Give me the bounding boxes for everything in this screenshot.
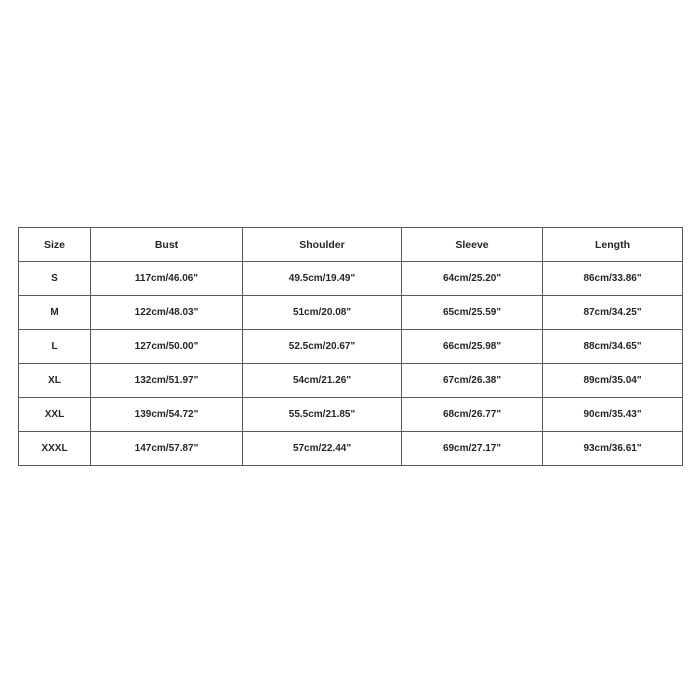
table-row xyxy=(19,330,683,364)
cell-shoulder: 52.5cm/20.67" xyxy=(243,330,402,364)
cell-shoulder: 57cm/22.44" xyxy=(243,432,402,466)
cell-length: 86cm/33.86" xyxy=(543,262,683,296)
cell-bust: 122cm/48.03" xyxy=(91,296,243,330)
cell-size: XL xyxy=(19,364,91,398)
header-size: Size xyxy=(19,228,91,262)
cell-bust: 147cm/57.87" xyxy=(91,432,243,466)
cell-sleeve: 68cm/26.77" xyxy=(402,398,543,432)
cell-bust: 117cm/46.06" xyxy=(91,262,243,296)
cell-shoulder: 49.5cm/19.49" xyxy=(243,262,402,296)
cell-size: L xyxy=(19,330,91,364)
cell-length: 88cm/34.65" xyxy=(543,330,683,364)
table-row xyxy=(19,432,683,466)
table-header-row xyxy=(19,228,683,262)
cell-bust: 132cm/51.97" xyxy=(91,364,243,398)
cell-shoulder: 55.5cm/21.85" xyxy=(243,398,402,432)
cell-shoulder: 51cm/20.08" xyxy=(243,296,402,330)
cell-size: S xyxy=(19,262,91,296)
header-shoulder: Shoulder xyxy=(243,228,402,262)
cell-length: 93cm/36.61" xyxy=(543,432,683,466)
cell-size: XXXL xyxy=(19,432,91,466)
table-row xyxy=(19,364,683,398)
table-row xyxy=(19,262,683,296)
cell-sleeve: 66cm/25.98" xyxy=(402,330,543,364)
cell-shoulder: 54cm/21.26" xyxy=(243,364,402,398)
cell-length: 90cm/35.43" xyxy=(543,398,683,432)
table-row xyxy=(19,398,683,432)
cell-sleeve: 67cm/26.38" xyxy=(402,364,543,398)
cell-bust: 127cm/50.00" xyxy=(91,330,243,364)
cell-size: XXL xyxy=(19,398,91,432)
cell-length: 87cm/34.25" xyxy=(543,296,683,330)
cell-length: 89cm/35.04" xyxy=(543,364,683,398)
header-length: Length xyxy=(543,228,683,262)
cell-sleeve: 64cm/25.20" xyxy=(402,262,543,296)
size-chart-table xyxy=(18,227,683,466)
cell-sleeve: 69cm/27.17" xyxy=(402,432,543,466)
table-row xyxy=(19,296,683,330)
cell-sleeve: 65cm/25.59" xyxy=(402,296,543,330)
cell-bust: 139cm/54.72" xyxy=(91,398,243,432)
header-sleeve: Sleeve xyxy=(402,228,543,262)
cell-size: M xyxy=(19,296,91,330)
header-bust: Bust xyxy=(91,228,243,262)
